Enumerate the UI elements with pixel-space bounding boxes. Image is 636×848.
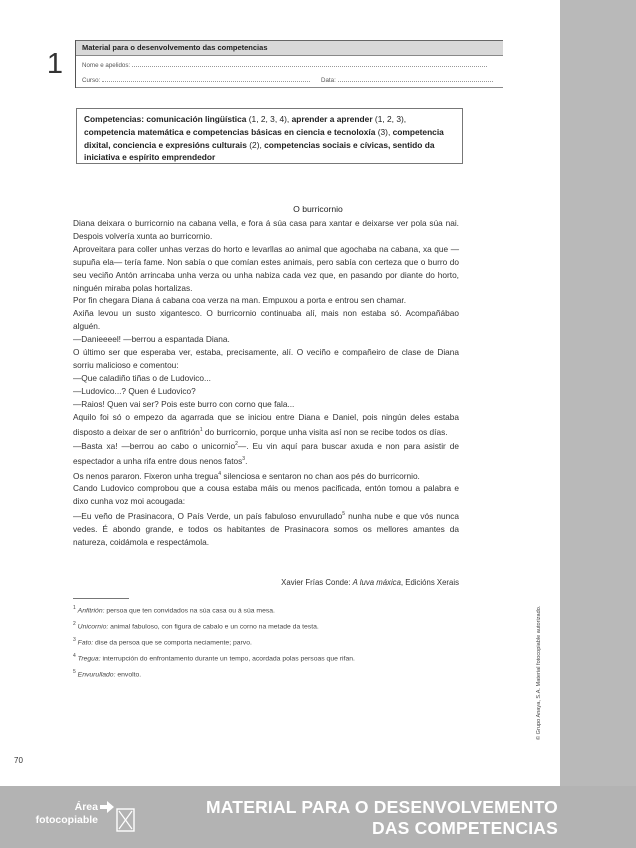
footer-title-line-2: DAS COMPETENCIAS	[372, 818, 558, 838]
footnote-item	[73, 666, 459, 682]
footnote-definition: envolto.	[115, 671, 142, 679]
page-number: 70	[14, 756, 23, 765]
course-line[interactable]	[102, 75, 310, 82]
footnote-term: Anfitrión:	[77, 607, 105, 615]
header-bottom-rule	[76, 87, 503, 88]
course-field[interactable]	[82, 75, 310, 84]
copyright-notice: © Grupo Anaya, S.A. Material fotocopiable autorizado.	[536, 605, 542, 740]
date-line[interactable]	[338, 75, 493, 82]
paragraph: Aproveitara para coller unhas verzas do horto e levarllas ao animal que agochaba na cabana, xa que —supuña ela— tería fame. Non sabía o que comían estes animais, pero sabía con certeza que o burro do seu veciño Antón arrincaba unha verza ou unha nabiza cada vez que, en pasando por diante do horto, ninguén miraba polas hortalizas.	[73, 243, 459, 293]
area-line-2: fotocopiable	[35, 814, 98, 826]
competency-5: competencias sociais e cívicas, sentido da iniciativa e espírito emprendedor	[84, 139, 435, 163]
header-title-bar	[76, 40, 503, 56]
footnote-term: Unicornio:	[77, 623, 109, 631]
date-label: Data:	[321, 77, 336, 84]
footnote-item	[73, 634, 459, 650]
competency-3-nums: (3),	[377, 126, 391, 137]
paragraph: —Ludovico...? Quen é Ludovico?	[73, 385, 196, 396]
text-run: Aquilo foi só o empezo da agarrada que se iniciou entre Diana e Daniel, pois ningún deles estaba disposto a deixar de ser o anfitrión	[73, 411, 459, 437]
footnote-definition: dise da persoa que se comporta neciamente; parvo.	[93, 639, 252, 647]
text-run: do burricornio, porque unha visita así non se recibe todos os días.	[202, 426, 448, 437]
competencies-label: Competencias:	[84, 114, 145, 124]
date-field[interactable]	[321, 75, 493, 84]
footnote-definition: animal fabuloso, con figura de cabalo e un corno na metade da testa.	[108, 623, 319, 631]
footnote-number: 1	[73, 605, 76, 611]
footer-title	[206, 797, 558, 839]
area-line-1: Área	[74, 801, 98, 813]
photocopy-page-icon	[116, 808, 135, 832]
footnote-item	[73, 602, 459, 618]
footnote-item	[73, 618, 459, 634]
text-run: nunha nube e que vós nunca vedes. É abondo grande, e todos os habitantes de Prasinacora somos os mellores amantes da natureza, coidámola e respectámola.	[73, 510, 460, 547]
paragraph: Diana deixara o burricornio na cabana vella, e fora á súa casa para xantar e deixarse ver pola súa nai. Despois volvería xunta ao burricornio.	[73, 218, 459, 241]
competencies-box	[76, 108, 463, 164]
course-label: Curso:	[82, 77, 101, 84]
footnote-number: 4	[73, 653, 76, 660]
footnote-ref-5: 5	[342, 511, 346, 517]
paragraph	[73, 508, 459, 548]
footnote-ref-2: 2	[235, 441, 238, 448]
text-run: .	[245, 455, 248, 466]
paragraph	[73, 438, 459, 467]
story-title: O burricornio	[293, 204, 343, 214]
publisher: , Edicións Xerais	[400, 578, 459, 587]
paragraph: Por fin chegara Diana á cabana coa verza na man. Empuxou a porta e entrou sen chamar.	[73, 295, 406, 306]
competency-3: competencia matemática e competencias básicas en ciencia e tecnoloxía	[84, 126, 376, 137]
footnote-number: 3	[73, 637, 76, 644]
competency-2: aprender a aprender	[291, 114, 373, 124]
book-title: A luva máxica	[352, 578, 401, 587]
arrow-right-icon	[100, 801, 114, 813]
footnote-ref-1: 1	[199, 426, 203, 433]
footnotes	[73, 602, 459, 682]
competency-4: competencia dixital, conciencia e expresións culturais	[84, 126, 444, 150]
worksheet-header	[76, 40, 503, 88]
text-run: —Eu veño de Prasinacora, O País Verde, un país fabuloso envurullado	[73, 510, 343, 521]
photocopiable-area-label	[28, 801, 98, 827]
name-label: Nome e apelidos:	[82, 62, 131, 69]
chapter-number: 1	[46, 48, 64, 80]
footnote-term: Tregua:	[77, 655, 101, 663]
competency-1: comunicación lingüística	[146, 114, 247, 124]
paragraph	[73, 468, 459, 483]
paragraph: —Danieeeel! —berrou a espantada Diana.	[73, 334, 230, 345]
text-run: Os nenos pararon. Fixeron unha tregua	[73, 470, 219, 481]
footnote-definition: persoa que ten convidados na súa casa ou á súa mesa.	[104, 607, 275, 615]
right-margin-band	[560, 0, 636, 848]
text-run: silenciosa e sentaron no chan aos pés do burricornio.	[221, 470, 420, 481]
paragraph: Cando Ludovico comprobou que a cousa estaba máis ou menos pacificada, entón tomou a palabra e dixo cunha voz moi acougada:	[73, 483, 459, 507]
footnote-ref-4: 4	[218, 470, 222, 477]
competency-4-nums: (2),	[249, 139, 262, 150]
footnote-number: 2	[73, 621, 76, 628]
section-title: Material para o desenvolvemento das competencias	[82, 43, 268, 52]
footnote-definition: interrupción do enfrontamento durante un tempo, acordada polas persoas que rifan.	[100, 655, 355, 663]
footnote-term: Envurullado:	[77, 671, 116, 679]
source-citation	[73, 578, 459, 587]
footer-title-line-1: MATERIAL PARA O DESENVOLVEMENTO	[205, 797, 558, 817]
text-run: —Basta xa! —berrou ao cabo o unicornio	[73, 440, 236, 451]
footnote-item	[73, 650, 459, 666]
paragraph: —Raios! Quen vai ser? Pois este burro con corno que fala...	[73, 398, 295, 409]
competency-1-nums: (1, 2, 3, 4),	[248, 114, 290, 124]
name-line[interactable]	[132, 60, 487, 67]
footnote-number: 5	[73, 669, 76, 676]
footnote-term: Fato:	[77, 639, 94, 647]
competency-2-nums: (1, 2, 3),	[374, 114, 407, 124]
paragraph: O último ser que esperaba ver, estaba, precisamente, alí. O veciño e compañeiro de clase de Diana sorriu malicioso e comentou:	[73, 347, 459, 370]
paragraph: Axiña levou un susto xigantesco. O burricornio continuaba alí, mais non estaba só. Acompañábao alguén.	[73, 308, 459, 332]
footnote-rule	[73, 598, 129, 599]
name-field[interactable]	[82, 60, 487, 69]
paragraph: —Que caladiño tiñas o de Ludovico...	[73, 372, 211, 383]
author-name: Xavier Frías Conde:	[281, 578, 351, 587]
footnote-ref-3: 3	[242, 455, 246, 462]
story-text	[73, 217, 459, 548]
paragraph	[73, 411, 459, 439]
text-run: —. Eu vin aquí para buscar axuda e non para asistir de espectador a unha rifa entre dous nenos fatos	[73, 440, 459, 466]
